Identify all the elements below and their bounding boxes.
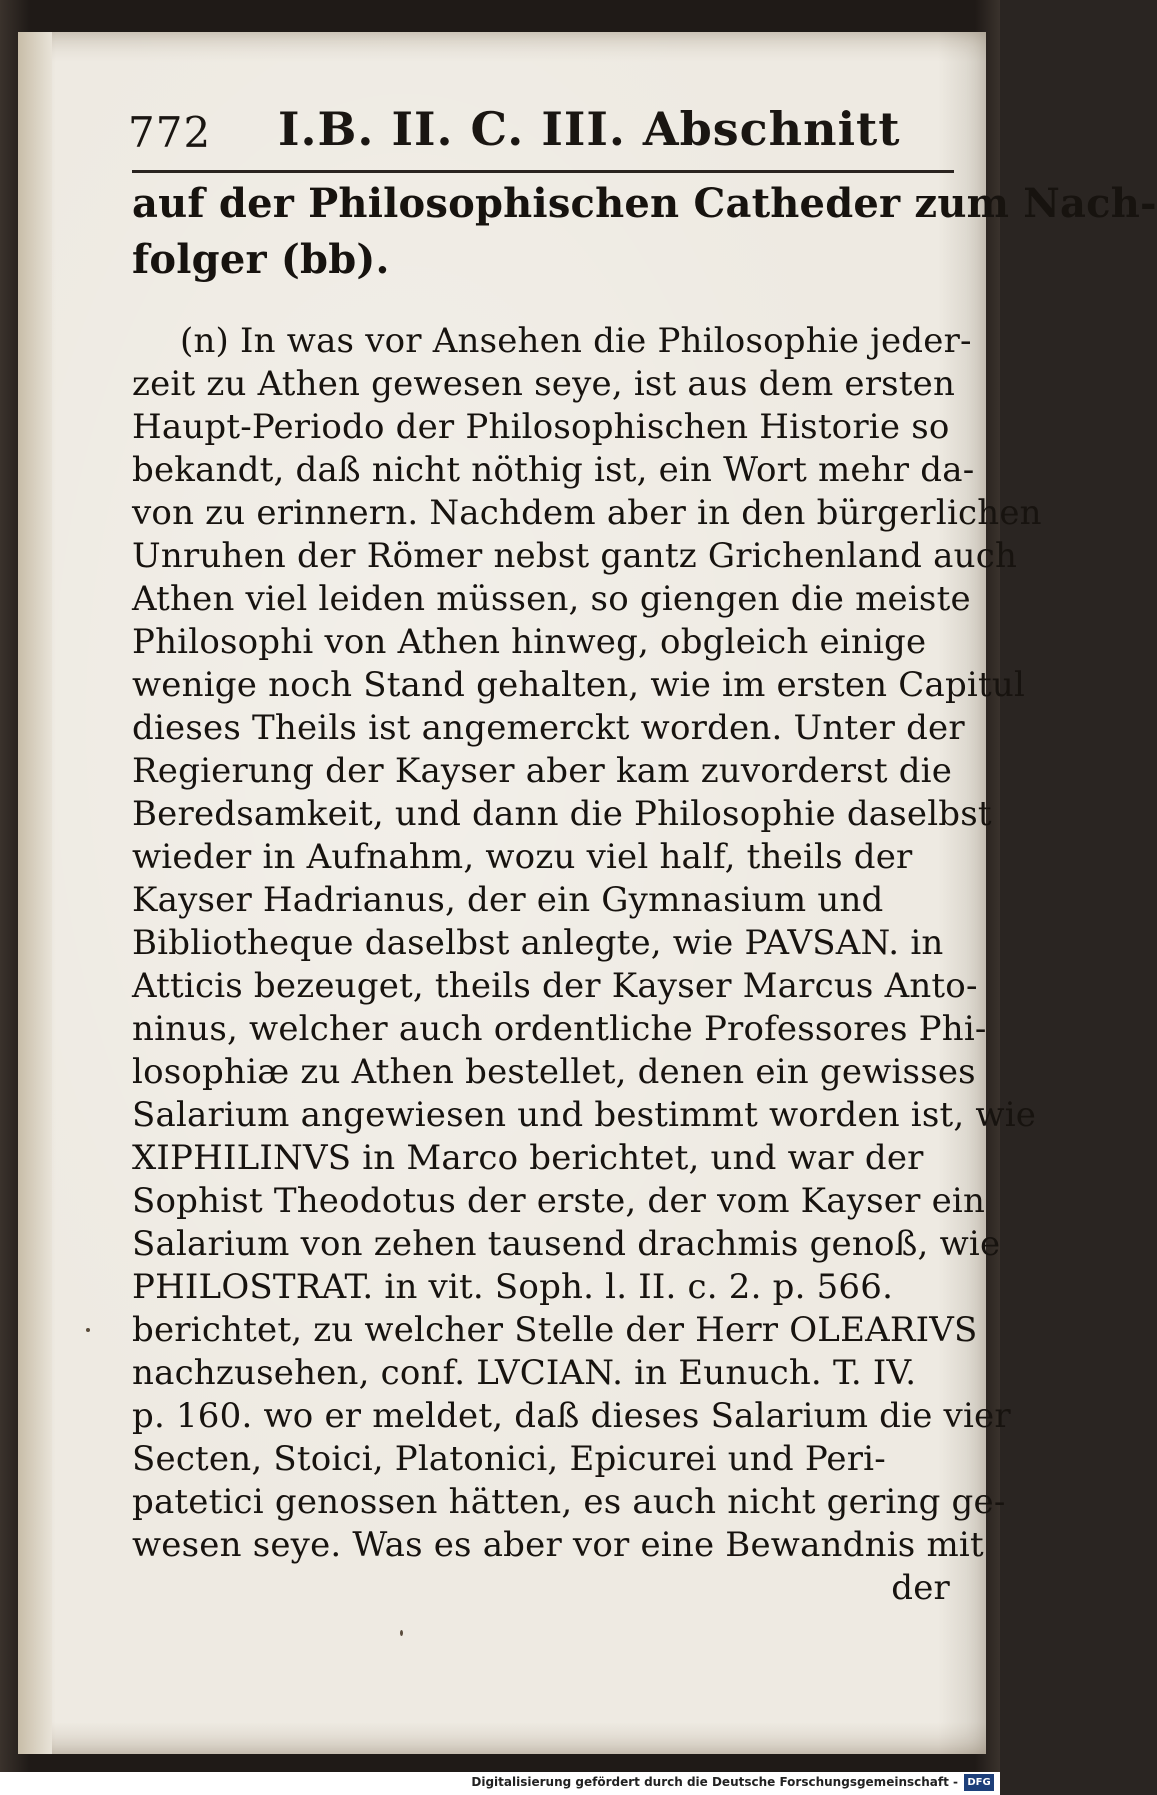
footnote-line: p. 160. wo er meldet, daß dieses Salarium die vier — [132, 1396, 1011, 1436]
page-gutter — [18, 32, 52, 1754]
page-header — [128, 98, 958, 168]
footnote-line: Bibliotheque daselbst anlegte, wie PAVSAN. in — [132, 923, 944, 963]
footnote-line: nachzusehen, conf. LVCIAN. in Eunuch. T. IV. — [132, 1353, 917, 1393]
running-head: I.B. II. C. III. Abschnitt — [278, 102, 901, 156]
footnote-line: zeit zu Athen gewesen seye, ist aus dem ersten — [132, 364, 956, 404]
text-block — [132, 176, 1157, 1610]
main-text-line: folger (bb). — [132, 236, 390, 283]
footnote-line: Beredsamkeit, und dann die Philosophie daselbst — [132, 794, 992, 834]
footnote-line: (n) In was vor Ansehen die Philosophie jeder- — [180, 321, 972, 361]
footnote-line: patetici genossen hätten, es auch nicht gering ge- — [132, 1482, 1006, 1522]
page-number: 772 — [128, 108, 212, 157]
footnote-line: Kayser Hadrianus, der ein Gymnasium und — [132, 880, 884, 920]
footnote-line: Atticis bezeuget, theils der Kayser Marcus Anto- — [132, 966, 978, 1006]
footnote-line: berichtet, zu welcher Stelle der Herr OLEARIVS — [132, 1310, 978, 1350]
footnote-line: von zu erinnern. Nachdem aber in den bürgerlichen — [132, 493, 1042, 533]
footnote-line: wenige noch Stand gehalten, wie im ersten Capitul — [132, 665, 1026, 705]
footnote-line: Philosophi von Athen hinweg, obgleich einige — [132, 622, 927, 662]
catchword: der — [891, 1568, 950, 1608]
digitization-credit: Digitalisierung gefördert durch die Deutsche Forschungsgemeinschaft - — [471, 1775, 958, 1789]
footnote-line: XIPHILINVS in Marco berichtet, und war der — [132, 1138, 924, 1178]
footnote-line: wesen seye. Was es aber vor eine Bewandnis mit — [132, 1525, 984, 1565]
footer-bar — [0, 1772, 1000, 1795]
footnote-line: bekandt, daß nicht nöthig ist, ein Wort mehr da- — [132, 450, 975, 490]
main-text-line: auf der Philosophischen Catheder zum Nach- — [132, 180, 1157, 227]
footnote-line: losophiæ zu Athen bestellet, denen ein gewisses — [132, 1052, 976, 1092]
footnote-line: PHILOSTRAT. in vit. Soph. l. II. c. 2. p. 566. — [132, 1267, 894, 1307]
header-rule — [132, 170, 954, 173]
footnote-line: wieder in Aufnahm, wozu viel half, theils der — [132, 837, 913, 877]
dfg-logo: DFG — [964, 1774, 994, 1791]
footnote-line: Salarium angewiesen und bestimmt worden ist, wie — [132, 1095, 1037, 1135]
paper-speck — [400, 1630, 403, 1636]
footnote-line: dieses Theils ist angemerckt worden. Unter der — [132, 708, 965, 748]
footnote-line: Athen viel leiden müssen, so giengen die meiste — [132, 579, 971, 619]
footnote-line: Sophist Theodotus der erste, der vom Kayser ein — [132, 1181, 986, 1221]
footnote-line: Salarium von zehen tausend drachmis genoß, wie — [132, 1224, 1001, 1264]
paper-speck — [86, 1328, 90, 1332]
footnote-line: ninus, welcher auch ordentliche Professores Phi- — [132, 1009, 987, 1049]
footnote-line: Regierung der Kayser aber kam zuvorderst die — [132, 751, 953, 791]
footnote-line: Haupt-Periodo der Philosophischen Historie so — [132, 407, 950, 447]
footnote-line: Unruhen der Römer nebst gantz Grichenland auch — [132, 536, 1018, 576]
footnote-line: Secten, Stoici, Platonici, Epicurei und Peri- — [132, 1439, 886, 1479]
